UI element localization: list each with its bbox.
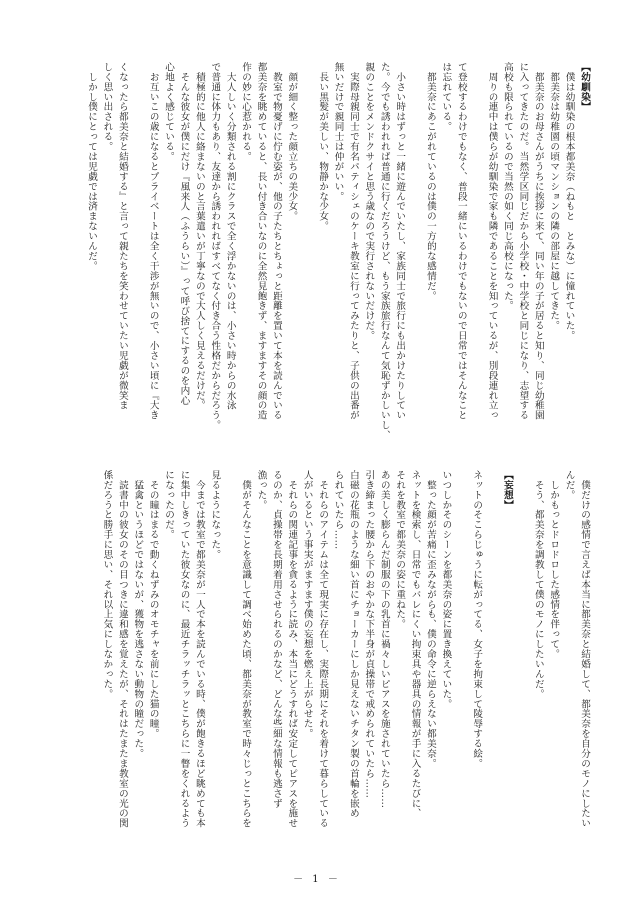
text-bottom-line: それらのアイテムは全て現実に存在し、実際長期にそれを着けて暮らしている bbox=[317, 470, 329, 829]
text-top-line: 教室で物憂げに佇む姿が、他の子たちとちょっと距離を置いて本を読んでいる bbox=[270, 62, 282, 421]
page-number: － 1 － bbox=[293, 874, 341, 885]
text-bottom-line: 引き締まった腰から下のおやかな下半身が貞操帯で戒められていたら…… bbox=[363, 470, 375, 799]
text-top-line: 都美奈は幼稚園の頃マンションの隣の部屋に越してきた。 bbox=[548, 62, 560, 331]
text-bottom-line: られていたら…… bbox=[332, 470, 344, 550]
text-bottom-line: 今までは教室で都美奈が一人で本を読んでいる時、僕が飽きるほど眺めても本 bbox=[193, 470, 205, 829]
text-block-bottom bbox=[40, 470, 592, 858]
text-top-line: 都美奈のお母さんがうちに挨拶に来て、同い年の子が居ると知り、同じ幼稚園 bbox=[532, 62, 544, 421]
text-bottom-line: 係だろうと勝手に思い、それ以上気にしなかった。 bbox=[101, 470, 113, 699]
text-top-line: 僕は幼馴染の根本都美奈（ねもと とみな）に憧れていた。 bbox=[563, 62, 575, 341]
text-bottom-line: 読書中の彼女のその目つきに違和感を覚えたが、それはたまたま教室の光の関 bbox=[116, 470, 128, 829]
text-bottom-line: 人がいるという事実がますます僕の妄想を燃え上がらせた。 bbox=[301, 470, 313, 739]
text-bottom-line: それを教室で都美奈の姿に重ねた。 bbox=[394, 470, 406, 630]
text-bottom-line: になったのだ。 bbox=[163, 470, 175, 540]
text-bottom-line: 見るようになった。 bbox=[209, 470, 221, 560]
text-bottom-line: しかもっとドロドロした感情を伴って。 bbox=[548, 470, 560, 660]
text-top-line: で普通に体力もあり、友達から誘われればすべてなく付き合う性格だからだろう。 bbox=[209, 62, 221, 431]
text-bottom-line: その瞳はまるで動くねずみのオモチャを前にした猫の瞳。 bbox=[147, 470, 159, 739]
text-top-line: 心地よく感じている。 bbox=[163, 62, 175, 162]
text-bottom-line: いつしかそのシーンを都美奈の姿に置き換えていた。 bbox=[440, 470, 452, 709]
text-bottom-line: 白磁の花瓶のような細い首にチョーカーにしか見えないチタン製の首輪を嵌め bbox=[347, 470, 359, 819]
text-bottom-line: るのか、貞操帯を長期着用させられるのかなど、どんな些細な情報も逃さず bbox=[270, 470, 282, 809]
text-top-line: 都美奈にあこがれているのは僕の一方的な感情だ。 bbox=[424, 62, 436, 301]
text-top-line: そんな彼女が僕にだけ『風来人（ふうらい）』って呼び捨てにするのを内心 bbox=[178, 62, 190, 406]
text-bottom-line: それらの関連記事を貪るように読み、本当にどうすれば安定してピアスを施せ bbox=[286, 470, 298, 829]
text-top-line: 高校も限られているので当然の如く同じ高校になった。 bbox=[501, 62, 513, 311]
text-bottom-line: に集中しきっていた彼女なのに、最近チラッチラッとこちらに一瞥をくれるよう bbox=[178, 470, 190, 829]
text-bottom-line: 猛禽というほどではないが、獲物を逃さない動物の瞳だった。 bbox=[132, 470, 144, 759]
text-top-line: 大人しいく分類される割にクラスで全く浮かないのは、小さい時からの水泳 bbox=[224, 62, 236, 411]
text-top-line: は忘れている。 bbox=[440, 62, 452, 132]
text-top-line: 作の妙に心惹かれる。 bbox=[240, 62, 252, 162]
text-bottom-line: そう、都美奈を調教して僕のモノにしたいんだ。 bbox=[532, 470, 544, 699]
text-top-line: 都美奈を眺めていると、長い付き合いなのに全然見飽きず、ますますその顔の造 bbox=[255, 62, 267, 421]
text-top-line: 無いだけで親同士は仲がいい。 bbox=[332, 62, 344, 202]
text-top-line: 周りの連中は僕らが幼馴染で家も隣であることを知っているが、別段連れ立っ bbox=[486, 62, 498, 421]
section-heading: 【幼馴染】 bbox=[579, 62, 590, 112]
text-top-line: た。今でも誘われれば普通に行くだろうけど、もう家族旅行なんて気恥ずかしいし、 bbox=[378, 62, 390, 441]
text-top-line: 実際母親同士で有名パティシェのケーキ教室に行ってみたりと、子供の出番が bbox=[347, 62, 359, 421]
text-top-line: 長い黒髪が美しい、物静かな少女。 bbox=[317, 62, 329, 232]
text-bottom-line: んだ。 bbox=[563, 470, 575, 500]
text-top-line: 親のことをメンドクサイと思う歳なので実行されないだけだ。 bbox=[363, 62, 375, 341]
text-top-line: 積極的に他人に絡まないのと言葉遣いが丁寧なので大人しく見えるだけだ。 bbox=[193, 62, 205, 411]
text-top-line: お互いこの歳になるとプライベートは全く干渉が無いので、小さい頃に『大き bbox=[147, 62, 159, 421]
text-bottom-line: 僕だけの感情で言えば本当に都美奈と結婚して、都美奈を自分のモノにしたい bbox=[579, 470, 590, 829]
text-bottom-line: あの美しく膨らんだ制服の下の乳首に禍々しいピアスを施されていたら…… bbox=[378, 470, 390, 809]
text-bottom-line: 僕がそんなことを意識して調べ始めた頃、都美奈が教室で時々じっとこちらを bbox=[240, 470, 252, 829]
text-bottom-line: 漁った。 bbox=[255, 470, 267, 510]
text-top-line: て登校するわけでもなく、普段一緒にいるわけでもないので日常ではそんなこと bbox=[455, 62, 467, 421]
text-bottom-line: ネットを検索し、日常でもバレにくい拘束具や器具の情報が手に入るたびに、 bbox=[409, 470, 421, 819]
text-top-line: しかし僕にとっては児戯では済まないんだ。 bbox=[86, 62, 98, 271]
text-top-line: に入ってきたのだ。当然学区同じだから小学校・中学校と同じになり、志望する bbox=[517, 62, 529, 421]
text-top-line: 顔が細く整った顔立ちの美少女。 bbox=[286, 62, 298, 222]
text-top-line: くなったら都美奈と結婚する』と言って親たちを笑わせていたい児戯が微笑ま bbox=[116, 62, 128, 411]
section-heading: 【妄想】 bbox=[501, 470, 513, 510]
text-block-top bbox=[40, 62, 592, 445]
text-top-line: しく思い出される。 bbox=[101, 62, 113, 152]
text-bottom-line: 整った顔が苦痛に歪みながらも、僕の命令に逆らえない都美奈。 bbox=[424, 470, 436, 769]
text-top-line: 小さい時はずっと一緒に遊んでいたし、家族同士で旅行にも出かけたりしてい bbox=[394, 62, 406, 421]
text-bottom-line: ネットのそこらじゅうに転がってる、女子を拘束して陵辱する絵。 bbox=[471, 470, 483, 769]
